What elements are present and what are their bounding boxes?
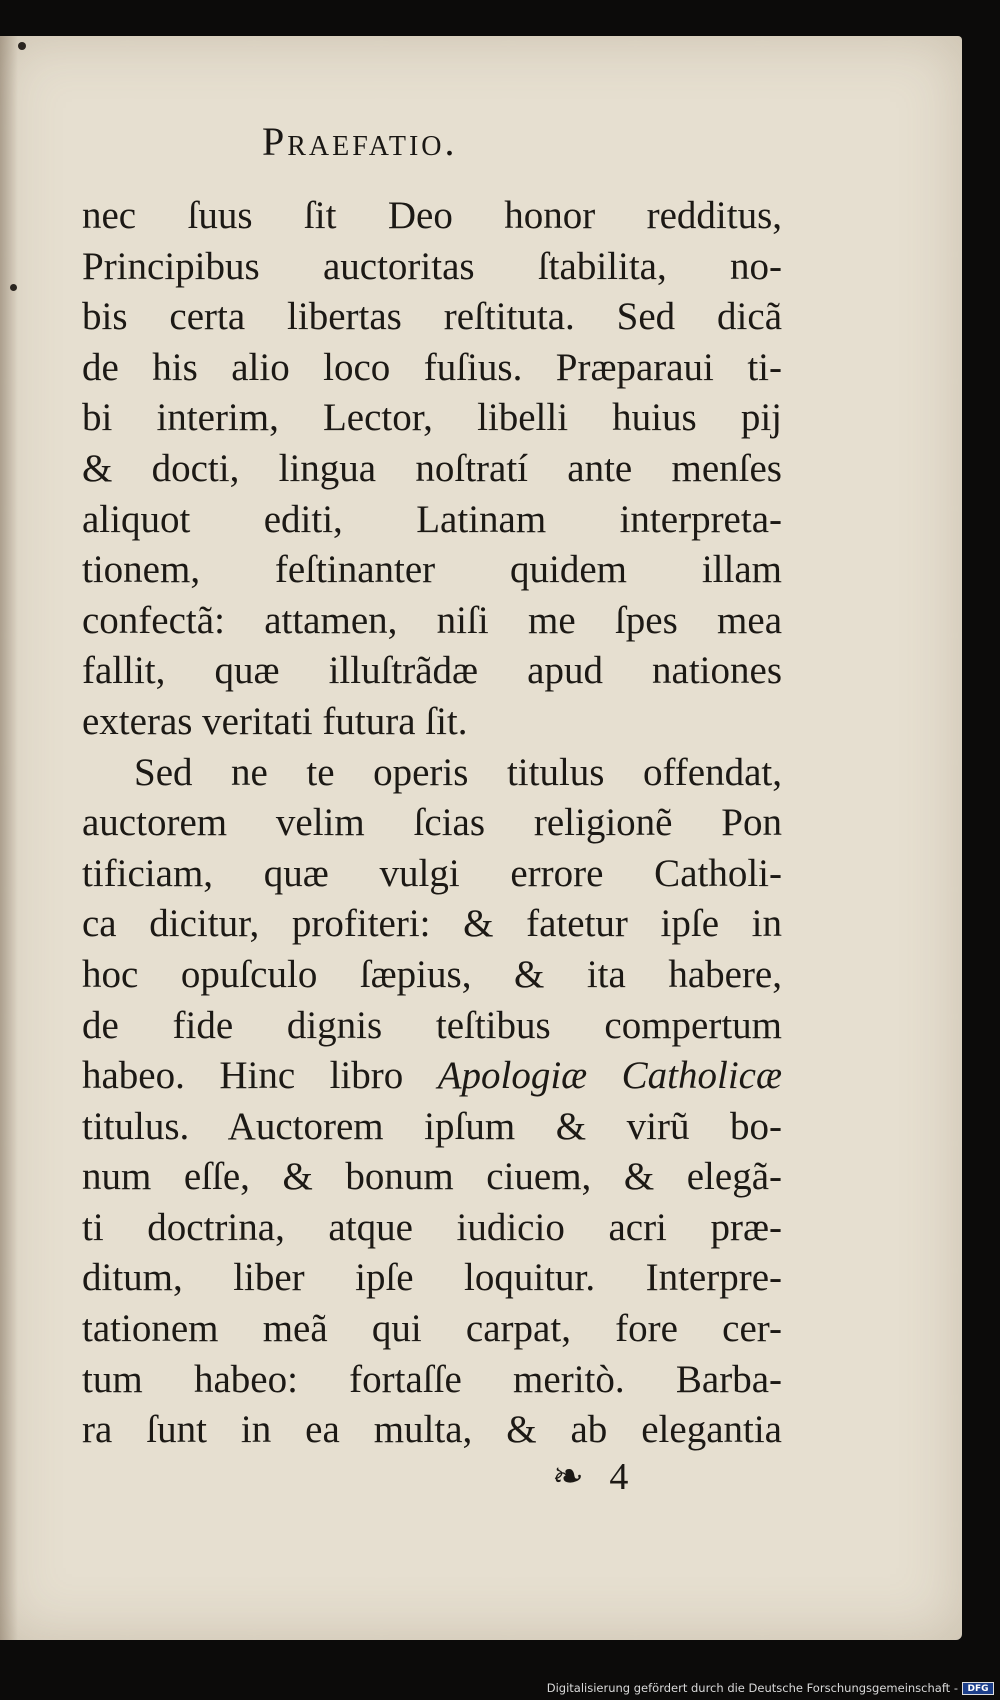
footer-credit: Digitalisierung gefördert durch die Deutsche Forschungsgemeinschaft -	[546, 1681, 958, 1695]
text-line	[82, 849, 782, 900]
dfg-logo: DFG	[962, 1682, 994, 1695]
text-line	[82, 495, 782, 546]
text-line	[82, 697, 782, 748]
text-line	[82, 242, 782, 293]
body-text	[82, 191, 782, 1456]
text-line	[82, 1152, 782, 1203]
text-line	[82, 1001, 782, 1052]
text-line-content: de his alio loco fuſius. Præparaui ti-	[82, 345, 782, 389]
text-line	[82, 1355, 782, 1406]
ink-spot	[18, 42, 26, 50]
text-line	[82, 596, 782, 647]
text-line	[82, 950, 782, 1001]
text-line	[82, 444, 782, 495]
text-line-content: ditum, liber ipſe loquitur. Interpre-	[82, 1256, 782, 1300]
text-line	[82, 292, 782, 343]
text-line	[82, 1405, 782, 1456]
text-line-content: auctorem velim ſcias religionẽ Pon	[82, 801, 782, 845]
text-line-content: tificiam, quæ vulgi errore Catholi-	[82, 851, 782, 895]
text-line-content: ca dicitur, profiteri: & fatetur ipſe in	[82, 902, 782, 946]
text-line	[82, 191, 782, 242]
text-line-content: ra ſunt in ea multa, & ab elegantia	[82, 1408, 782, 1452]
text-line	[82, 1051, 782, 1102]
text-line-content: de fide dignis teſtibus compertum	[82, 1003, 782, 1047]
text-line	[82, 393, 782, 444]
text-line-content: titulus. Auctorem ipſum & virũ bo-	[82, 1104, 782, 1148]
text-line-content: Sed ne te operis titulus offendat,	[134, 750, 782, 794]
text-line	[82, 899, 782, 950]
text-line-content: num eſſe, & bonum ciuem, & elegã-	[82, 1155, 782, 1199]
text-line-content: tationem meã qui carpat, fore cer-	[82, 1307, 782, 1351]
page-heading: Praefatio.	[262, 119, 458, 164]
text-line-content: hoc opuſculo ſæpius, & ita habere,	[82, 952, 782, 996]
text-line-content: Principibus auctoritas ſtabilita, no-	[82, 244, 782, 288]
text-line	[82, 1304, 782, 1355]
text-line-content: ti doctrina, atque iudicio acri præ-	[82, 1205, 782, 1249]
text-line	[82, 545, 782, 596]
text-line-content: bi interim, Lector, libelli huius pij	[82, 396, 782, 440]
text-line-content: confectã: attamen, niſi me ſpes mea	[82, 598, 782, 642]
ink-spot	[10, 284, 17, 291]
text-line-content: tum habeo: fortaſſe meritò. Barba-	[82, 1357, 782, 1401]
text-line	[82, 1253, 782, 1304]
text-line	[82, 646, 782, 697]
text-line-content: & docti, lingua noſtratí ante menſes	[82, 446, 782, 490]
italic-title: Apologiæ Catholicæ	[437, 1054, 782, 1098]
text-line	[82, 343, 782, 394]
text-line-content: fallit, quæ illuſtrãdæ apud nationes	[82, 649, 782, 693]
text-line	[82, 1203, 782, 1254]
text-line-content: habeo. Hinc libro	[82, 1054, 438, 1098]
text-line-content: aliquot editi, Latinam interpreta-	[82, 497, 782, 541]
text-line-content: bis certa libertas reſtituta. Sed dicã	[82, 295, 782, 339]
footer-bar	[0, 1674, 1000, 1700]
text-line	[82, 798, 782, 849]
text-line-content: nec ſuus ſit Deo honor redditus,	[82, 194, 782, 237]
text-line-content: tionem, feſtinanter quidem illam	[82, 548, 782, 592]
text-line	[82, 748, 782, 799]
text-line-content: exteras veritati futura ſit.	[82, 699, 468, 743]
signature-mark: ❧ 4	[552, 1456, 637, 1498]
text-line	[82, 1102, 782, 1153]
book-page	[0, 36, 962, 1640]
